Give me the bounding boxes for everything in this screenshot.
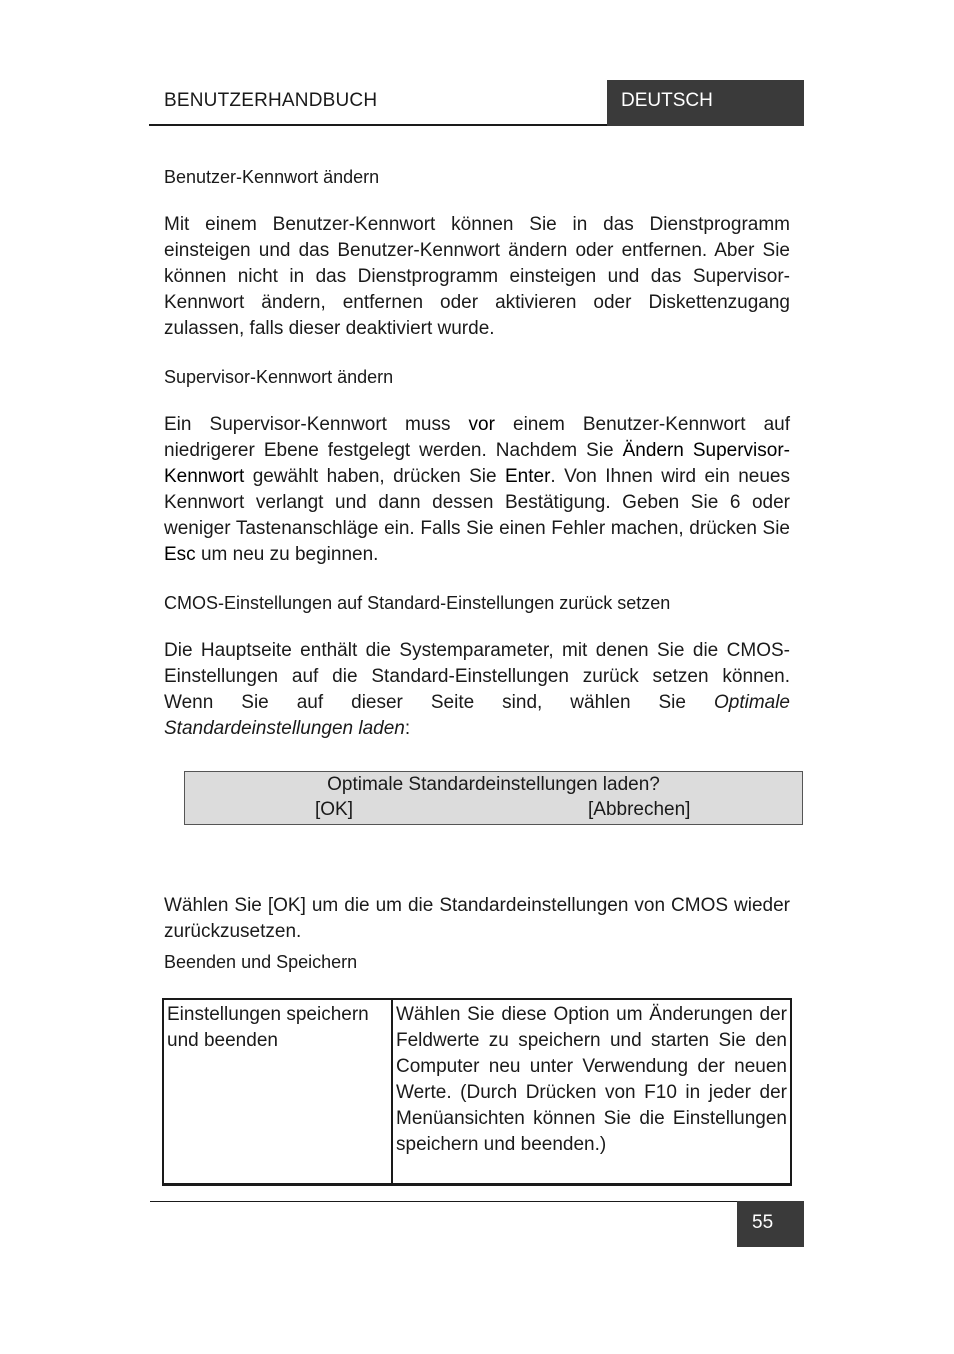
text-run: um neu zu beginnen.	[195, 544, 379, 565]
main-content	[164, 164, 790, 764]
text-run: Ein Supervisor-Kennwort muss	[164, 414, 469, 435]
table-row	[163, 999, 791, 1185]
heading-cmos: CMOS-Einstellungen auf Standard-Einstellungen zurück setzen	[164, 593, 671, 613]
keyword-vor: vor	[468, 414, 495, 435]
page-number: 55	[737, 1201, 804, 1247]
option-name: Einstellungen speichern und beenden	[163, 999, 392, 1185]
keyword-esc: Esc	[164, 544, 196, 565]
heading-exit: Beenden und Speichern	[164, 952, 358, 972]
option-description: Wählen Sie diese Option um Änderungen der Feldwerte zu speichern und starten Sie den Computer neu unter Verwendung der neuen Werte. (Durch Drücken von F10 in jeder der Menüansichten können Sie die Einstellungen speichern und beenden.)	[392, 999, 791, 1185]
exit-options-table	[162, 998, 792, 1186]
text-run: :	[404, 718, 411, 739]
keyword-enter: Enter	[504, 466, 551, 487]
header-rule	[149, 124, 607, 126]
keyword-change-supervisor: Ändern Supervisor-Kennwort	[164, 440, 790, 487]
paragraph-supervisor-password	[164, 412, 790, 568]
language-label: DEUTSCH	[607, 80, 804, 126]
footer-rule	[150, 1201, 737, 1202]
heading-supervisor-password: Supervisor-Kennwort ändern	[164, 367, 394, 387]
text-run: einem Benutzer-Kennwort auf niedrigerer Ebene festgelegt werden. Nachdem Sie	[164, 414, 790, 461]
text-run: gewählt haben, drücken Sie	[244, 466, 505, 487]
header-title: BENUTZERHANDBUCH	[164, 90, 378, 111]
italic-option: Optimale Standardeinstellungen laden	[164, 692, 790, 739]
heading-user-password: Benutzer-Kennwort ändern	[164, 167, 380, 187]
paragraph-cmos	[164, 638, 790, 742]
paragraph-after-dialog: Wählen Sie [OK] um die um die Standardeinstellungen von CMOS wieder zurückzusetzen.	[164, 895, 790, 942]
paragraph-user-password: Mit einem Benutzer-Kennwort können Sie in das Dienstprogramm einsteigen und das Benutzer-Kennwort ändern oder entfernen. Aber Sie können nicht in das Dienstprogramm einsteigen und das Supervisor-Kennwort ändern, entfernen oder aktivieren oder Diskettenzugang zulassen, falls dieser deaktiviert wurde.	[164, 214, 790, 339]
text-run: Die Hauptseite enthält die Systemparameter, mit denen Sie die CMOS-Einstellungen auf die Standard-Einstellungen zurück setzen können. Wenn Sie auf dieser Seite sind, wählen Sie	[164, 640, 790, 713]
cancel-button[interactable]: [Abbrechen]	[588, 799, 691, 820]
text-run: . Von Ihnen wird ein neues Kennwort verlangt und dann dessen Bestätigung. Geben Sie 6 oder weniger Tastenanschläge ein. Falls Sie einen Fehler machen, drücken Sie	[164, 466, 790, 539]
dialog-question: Optimale Standardeinstellungen laden?	[327, 774, 660, 795]
ok-button[interactable]: [OK]	[315, 799, 354, 820]
load-defaults-dialog	[184, 771, 803, 825]
